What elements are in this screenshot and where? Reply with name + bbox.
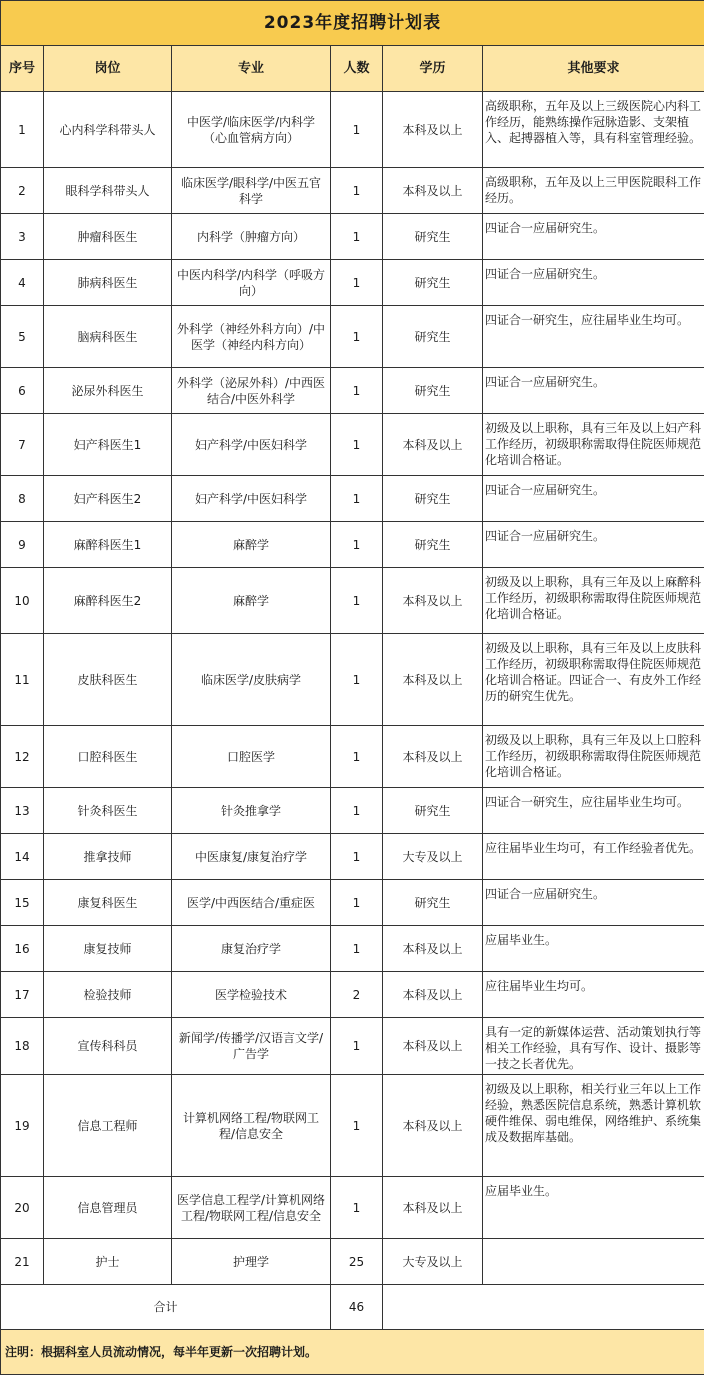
cell-count: 1 bbox=[331, 726, 383, 788]
cell-education: 本科及以上 bbox=[383, 926, 483, 972]
cell-count: 2 bbox=[331, 972, 383, 1018]
cell-position: 脑病科医生 bbox=[44, 306, 172, 368]
total-label: 合计 bbox=[1, 1285, 331, 1330]
cell-other bbox=[483, 260, 704, 306]
cell-position: 针灸科医生 bbox=[44, 788, 172, 834]
table-row bbox=[1, 634, 704, 726]
cell-count: 1 bbox=[331, 306, 383, 368]
cell-other-text bbox=[485, 1241, 702, 1245]
cell-seq: 6 bbox=[1, 368, 44, 414]
cell-seq: 20 bbox=[1, 1177, 44, 1239]
cell-seq: 13 bbox=[1, 788, 44, 834]
cell-position: 眼科学科带头人 bbox=[44, 168, 172, 214]
cell-other-text: 初级及以上职称，具有三年及以上口腔科工作经历，初级职称需取得住院医师规范化培训合格证。 bbox=[485, 728, 702, 780]
cell-count: 1 bbox=[331, 1018, 383, 1075]
table-row bbox=[1, 1239, 704, 1285]
cell-major: 妇产科学/中医妇科学 bbox=[172, 414, 331, 476]
cell-other-text: 初级及以上职称，具有三年及以上皮肤科工作经历，初级职称需取得住院医师规范化培训合格证。四证合一、有皮外工作经历的研究生优先。 bbox=[485, 636, 702, 704]
cell-other-text: 应届毕业生。 bbox=[485, 928, 702, 948]
cell-position: 麻醉科医生1 bbox=[44, 522, 172, 568]
cell-position: 肿瘤科医生 bbox=[44, 214, 172, 260]
cell-major: 口腔医学 bbox=[172, 726, 331, 788]
cell-count: 1 bbox=[331, 414, 383, 476]
cell-education: 本科及以上 bbox=[383, 568, 483, 634]
cell-seq: 15 bbox=[1, 880, 44, 926]
cell-count: 1 bbox=[331, 1075, 383, 1177]
cell-education: 本科及以上 bbox=[383, 1177, 483, 1239]
cell-education: 大专及以上 bbox=[383, 1239, 483, 1285]
cell-major: 计算机网络工程/物联网工程/信息安全 bbox=[172, 1075, 331, 1177]
cell-count: 1 bbox=[331, 260, 383, 306]
cell-other-text: 四证合一应届研究生。 bbox=[485, 216, 702, 236]
cell-other bbox=[483, 92, 704, 168]
note-row bbox=[1, 1330, 704, 1375]
cell-seq: 17 bbox=[1, 972, 44, 1018]
cell-seq: 8 bbox=[1, 476, 44, 522]
cell-seq: 18 bbox=[1, 1018, 44, 1075]
cell-major: 临床医学/眼科学/中医五官科学 bbox=[172, 168, 331, 214]
cell-count: 1 bbox=[331, 788, 383, 834]
cell-position: 皮肤科医生 bbox=[44, 634, 172, 726]
table-row bbox=[1, 568, 704, 634]
cell-other-text: 四证合一研究生，应往届毕业生均可。 bbox=[485, 790, 702, 810]
cell-count: 1 bbox=[331, 214, 383, 260]
cell-other bbox=[483, 834, 704, 880]
cell-education: 研究生 bbox=[383, 788, 483, 834]
cell-seq: 3 bbox=[1, 214, 44, 260]
cell-position: 泌尿外科医生 bbox=[44, 368, 172, 414]
cell-count: 1 bbox=[331, 568, 383, 634]
cell-position: 妇产科医生2 bbox=[44, 476, 172, 522]
header-row bbox=[1, 46, 704, 92]
cell-other bbox=[483, 1075, 704, 1177]
cell-education: 本科及以上 bbox=[383, 414, 483, 476]
cell-major: 中医内科学/内科学（呼吸方向） bbox=[172, 260, 331, 306]
cell-education: 大专及以上 bbox=[383, 834, 483, 880]
cell-other-text: 四证合一应届研究生。 bbox=[485, 478, 702, 498]
cell-count: 1 bbox=[331, 634, 383, 726]
cell-other bbox=[483, 1018, 704, 1075]
cell-position: 康复技师 bbox=[44, 926, 172, 972]
cell-major: 中医康复/康复治疗学 bbox=[172, 834, 331, 880]
table-row bbox=[1, 972, 704, 1018]
cell-major: 针灸推拿学 bbox=[172, 788, 331, 834]
header-education: 学历 bbox=[383, 46, 483, 92]
cell-other bbox=[483, 414, 704, 476]
table-row bbox=[1, 834, 704, 880]
header-other: 其他要求 bbox=[483, 46, 704, 92]
cell-position: 推拿技师 bbox=[44, 834, 172, 880]
cell-other-text: 具有一定的新媒体运营、活动策划执行等相关工作经验，具有写作、设计、摄影等一技之长者优先。 bbox=[485, 1020, 702, 1072]
cell-seq: 21 bbox=[1, 1239, 44, 1285]
cell-seq: 7 bbox=[1, 414, 44, 476]
cell-major: 康复治疗学 bbox=[172, 926, 331, 972]
cell-other bbox=[483, 926, 704, 972]
total-row bbox=[1, 1285, 704, 1330]
cell-major: 中医学/临床医学/内科学（心血管病方向） bbox=[172, 92, 331, 168]
cell-other-text: 四证合一应届研究生。 bbox=[485, 370, 702, 390]
title-row bbox=[1, 1, 704, 46]
table-row bbox=[1, 1018, 704, 1075]
table-row bbox=[1, 726, 704, 788]
cell-education: 本科及以上 bbox=[383, 972, 483, 1018]
cell-seq: 14 bbox=[1, 834, 44, 880]
cell-position: 肺病科医生 bbox=[44, 260, 172, 306]
cell-seq: 11 bbox=[1, 634, 44, 726]
header-seq: 序号 bbox=[1, 46, 44, 92]
cell-education: 研究生 bbox=[383, 368, 483, 414]
cell-other-text: 高级职称，五年及以上三甲医院眼科工作经历。 bbox=[485, 170, 702, 206]
table-title: 2023年度招聘计划表 bbox=[1, 1, 704, 46]
cell-other bbox=[483, 1177, 704, 1239]
cell-count: 1 bbox=[331, 168, 383, 214]
cell-position: 信息管理员 bbox=[44, 1177, 172, 1239]
cell-seq: 16 bbox=[1, 926, 44, 972]
cell-seq: 19 bbox=[1, 1075, 44, 1177]
cell-other-text: 初级及以上职称，具有三年及以上麻醉科工作经历，初级职称需取得住院医师规范化培训合格证。 bbox=[485, 570, 702, 622]
table-row bbox=[1, 92, 704, 168]
cell-major: 医学信息工程学/计算机网络工程/物联网工程/信息安全 bbox=[172, 1177, 331, 1239]
total-count: 46 bbox=[331, 1285, 383, 1330]
cell-other-text: 四证合一研究生，应往届毕业生均可。 bbox=[485, 308, 702, 328]
cell-seq: 4 bbox=[1, 260, 44, 306]
cell-count: 1 bbox=[331, 926, 383, 972]
cell-other-text: 四证合一应届研究生。 bbox=[485, 882, 702, 902]
cell-seq: 5 bbox=[1, 306, 44, 368]
cell-other bbox=[483, 168, 704, 214]
cell-other bbox=[483, 726, 704, 788]
cell-count: 1 bbox=[331, 880, 383, 926]
table-row bbox=[1, 368, 704, 414]
cell-other bbox=[483, 368, 704, 414]
cell-major: 医学检验技术 bbox=[172, 972, 331, 1018]
cell-education: 本科及以上 bbox=[383, 1075, 483, 1177]
cell-other bbox=[483, 972, 704, 1018]
cell-position: 口腔科医生 bbox=[44, 726, 172, 788]
cell-other bbox=[483, 880, 704, 926]
cell-other-text: 初级及以上职称，相关行业三年以上工作经验，熟悉医院信息系统，熟悉计算机软硬件维保、弱电维保，网络维护、系统集成及数据库基础。 bbox=[485, 1077, 702, 1145]
cell-count: 1 bbox=[331, 522, 383, 568]
cell-education: 本科及以上 bbox=[383, 92, 483, 168]
cell-other bbox=[483, 522, 704, 568]
table-row bbox=[1, 260, 704, 306]
cell-education: 研究生 bbox=[383, 880, 483, 926]
cell-major: 新闻学/传播学/汉语言文学/广告学 bbox=[172, 1018, 331, 1075]
cell-education: 研究生 bbox=[383, 260, 483, 306]
cell-other-text: 初级及以上职称，具有三年及以上妇产科工作经历，初级职称需取得住院医师规范化培训合格证。 bbox=[485, 416, 702, 468]
cell-major: 护理学 bbox=[172, 1239, 331, 1285]
cell-other bbox=[483, 788, 704, 834]
table-row bbox=[1, 168, 704, 214]
cell-count: 1 bbox=[331, 1177, 383, 1239]
cell-major: 麻醉学 bbox=[172, 522, 331, 568]
cell-other bbox=[483, 634, 704, 726]
cell-count: 1 bbox=[331, 368, 383, 414]
cell-other-text: 高级职称，五年及以上三级医院心内科工作经历，能熟练操作冠脉造影、支架植入、起搏器植入等，具有科室管理经验。 bbox=[485, 94, 702, 146]
table-row bbox=[1, 1075, 704, 1177]
cell-position: 宣传科科员 bbox=[44, 1018, 172, 1075]
cell-seq: 12 bbox=[1, 726, 44, 788]
cell-seq: 1 bbox=[1, 92, 44, 168]
cell-position: 康复科医生 bbox=[44, 880, 172, 926]
cell-seq: 10 bbox=[1, 568, 44, 634]
cell-education: 研究生 bbox=[383, 476, 483, 522]
cell-seq: 2 bbox=[1, 168, 44, 214]
cell-seq: 9 bbox=[1, 522, 44, 568]
table-row bbox=[1, 926, 704, 972]
header-count: 人数 bbox=[331, 46, 383, 92]
table-row bbox=[1, 214, 704, 260]
table-row bbox=[1, 306, 704, 368]
cell-other-text: 应往届毕业生均可。 bbox=[485, 974, 702, 994]
footnote: 注明：根据科室人员流动情况，每半年更新一次招聘计划。 bbox=[1, 1330, 704, 1375]
cell-count: 1 bbox=[331, 834, 383, 880]
cell-other-text: 应届毕业生。 bbox=[485, 1179, 702, 1199]
cell-position: 信息工程师 bbox=[44, 1075, 172, 1177]
cell-major: 外科学（泌尿外科）/中西医结合/中医外科学 bbox=[172, 368, 331, 414]
table-row bbox=[1, 1177, 704, 1239]
cell-education: 本科及以上 bbox=[383, 634, 483, 726]
table-row bbox=[1, 522, 704, 568]
cell-other bbox=[483, 1239, 704, 1285]
cell-other bbox=[483, 476, 704, 522]
cell-major: 临床医学/皮肤病学 bbox=[172, 634, 331, 726]
cell-other bbox=[483, 306, 704, 368]
cell-other bbox=[483, 568, 704, 634]
cell-position: 护士 bbox=[44, 1239, 172, 1285]
cell-education: 本科及以上 bbox=[383, 1018, 483, 1075]
cell-other-text: 四证合一应届研究生。 bbox=[485, 262, 702, 282]
cell-major: 内科学（肿瘤方向） bbox=[172, 214, 331, 260]
cell-major: 妇产科学/中医妇科学 bbox=[172, 476, 331, 522]
cell-other bbox=[483, 214, 704, 260]
cell-education: 本科及以上 bbox=[383, 168, 483, 214]
cell-position: 检验技师 bbox=[44, 972, 172, 1018]
cell-education: 研究生 bbox=[383, 522, 483, 568]
cell-education: 研究生 bbox=[383, 214, 483, 260]
header-major: 专业 bbox=[172, 46, 331, 92]
table-row bbox=[1, 414, 704, 476]
cell-count: 1 bbox=[331, 92, 383, 168]
cell-other-text: 四证合一应届研究生。 bbox=[485, 524, 702, 544]
table-row bbox=[1, 788, 704, 834]
cell-count: 1 bbox=[331, 476, 383, 522]
cell-other-text: 应往届毕业生均可，有工作经验者优先。 bbox=[485, 836, 702, 856]
cell-major: 麻醉学 bbox=[172, 568, 331, 634]
table-row bbox=[1, 476, 704, 522]
table-row bbox=[1, 880, 704, 926]
header-position: 岗位 bbox=[44, 46, 172, 92]
cell-major: 外科学（神经外科方向）/中医学（神经内科方向） bbox=[172, 306, 331, 368]
total-empty bbox=[383, 1285, 704, 1330]
cell-position: 心内科学科带头人 bbox=[44, 92, 172, 168]
cell-education: 本科及以上 bbox=[383, 726, 483, 788]
cell-education: 研究生 bbox=[383, 306, 483, 368]
cell-count: 25 bbox=[331, 1239, 383, 1285]
cell-position: 麻醉科医生2 bbox=[44, 568, 172, 634]
cell-major: 医学/中西医结合/重症医 bbox=[172, 880, 331, 926]
cell-position: 妇产科医生1 bbox=[44, 414, 172, 476]
